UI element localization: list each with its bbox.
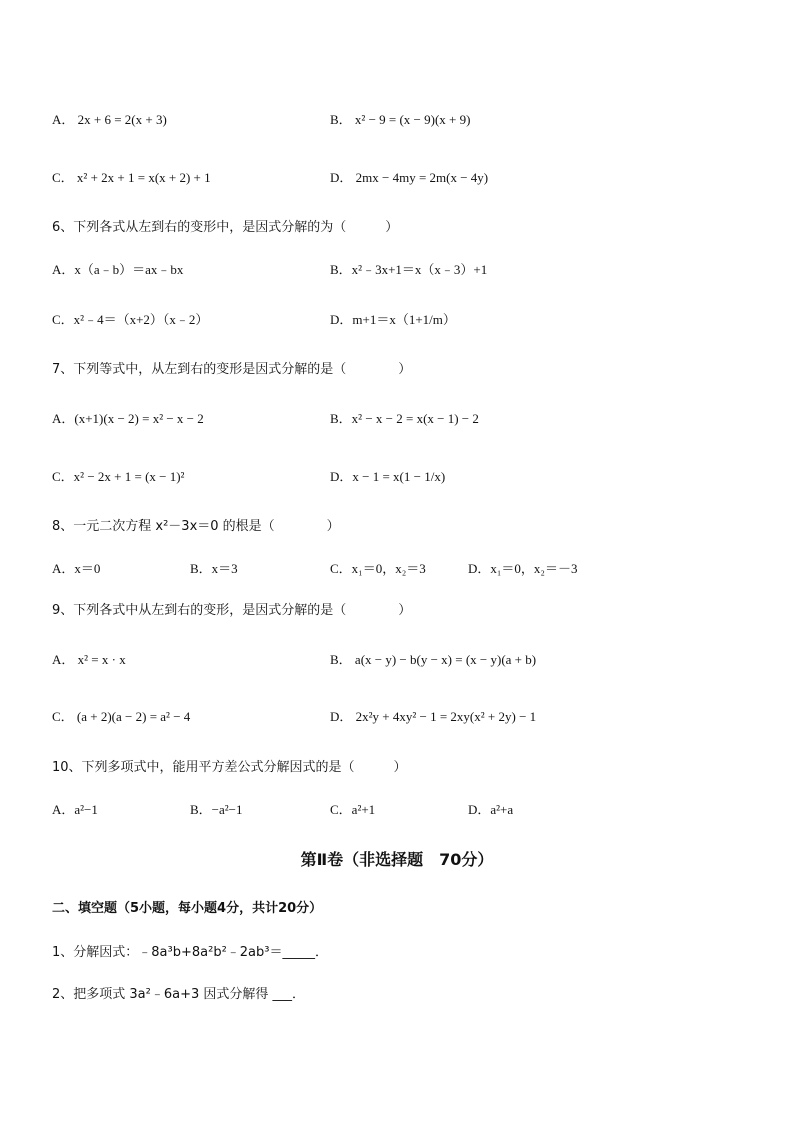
q7-option-c: C．x² − 2x + 1 = (x − 1)² bbox=[52, 469, 185, 484]
q7-option-b: B．x² − x − 2 = x(x − 1) − 2 bbox=[330, 411, 479, 426]
q9-option-c: C． (a + 2)(a − 2) = a² − 4 bbox=[52, 709, 191, 724]
q8-option-d: D．x₁＝0，x₂＝－3 bbox=[468, 561, 578, 576]
q5-option-c: C． x² + 2x + 1 = x(x + 2) + 1 bbox=[52, 170, 211, 185]
q9-stem: 9、下列各式中从左到右的变形，是因式分解的是（ ） bbox=[52, 603, 412, 618]
q8-option-a: A．x＝0 bbox=[52, 561, 101, 576]
q9-option-a: A． x² = x · x bbox=[52, 652, 126, 667]
q8-option-b: B．x＝3 bbox=[190, 561, 238, 576]
q9-option-b: B． a(x − y) − b(y − x) = (x − y)(a + b) bbox=[330, 652, 537, 667]
q10-option-b: B．−a²−1 bbox=[190, 802, 243, 817]
fill-question-1: 1、分解因式：﹣8a³b+8a²b²﹣2ab³＝_____． bbox=[52, 945, 328, 960]
q5-option-b: B． x² − 9 = (x − 9)(x + 9) bbox=[330, 112, 471, 127]
q10-stem: 10、下列多项式中，能用平方差公式分解因式的是（ ） bbox=[52, 760, 407, 775]
q8-stem: 8、一元二次方程 x²－3x＝0 的根是（ ） bbox=[52, 519, 340, 534]
q7-stem: 7、下列等式中，从左到右的变形是因式分解的是（ ） bbox=[52, 362, 412, 377]
q6-option-b: B．x²﹣3x+1＝x（x﹣3）+1 bbox=[330, 262, 488, 277]
q10-option-c: C．a²+1 bbox=[330, 802, 376, 817]
fill-question-2: 2、把多项式 3a²﹣6a+3 因式分解得 ___． bbox=[52, 987, 306, 1002]
q6-option-a: A．x（a﹣b）＝ax﹣bx bbox=[52, 262, 184, 277]
q5-option-d: D． 2mx − 4my = 2m(x − 4y) bbox=[330, 170, 489, 185]
part2-title: 第Ⅱ卷（非选择题 70分） bbox=[300, 850, 494, 869]
q7-option-d: D．x − 1 = x(1 − 1/x) bbox=[330, 469, 446, 484]
q10-option-d: D．a²+a bbox=[468, 802, 514, 817]
q6-option-c: C．x²﹣4＝（x+2）（x﹣2） bbox=[52, 312, 209, 327]
q5-option-a: A． 2x + 6 = 2(x + 3) bbox=[52, 112, 167, 127]
section2-title: 二、填空题（5小题，每小题4分，共计20分） bbox=[52, 901, 323, 916]
q10-option-a: A．a²−1 bbox=[52, 802, 98, 817]
q8-option-c: C．x₁＝0，x₂＝3 bbox=[330, 561, 426, 576]
q6-option-d: D．m+1＝x（1+1/m） bbox=[330, 312, 456, 327]
q9-option-d: D． 2x²y + 4xy² − 1 = 2xy(x² + 2y) − 1 bbox=[330, 709, 537, 724]
q7-option-a: A．(x+1)(x − 2) = x² − x − 2 bbox=[52, 411, 204, 426]
q6-stem: 6、下列各式从左到右的变形中，是因式分解的为（ ） bbox=[52, 220, 399, 235]
